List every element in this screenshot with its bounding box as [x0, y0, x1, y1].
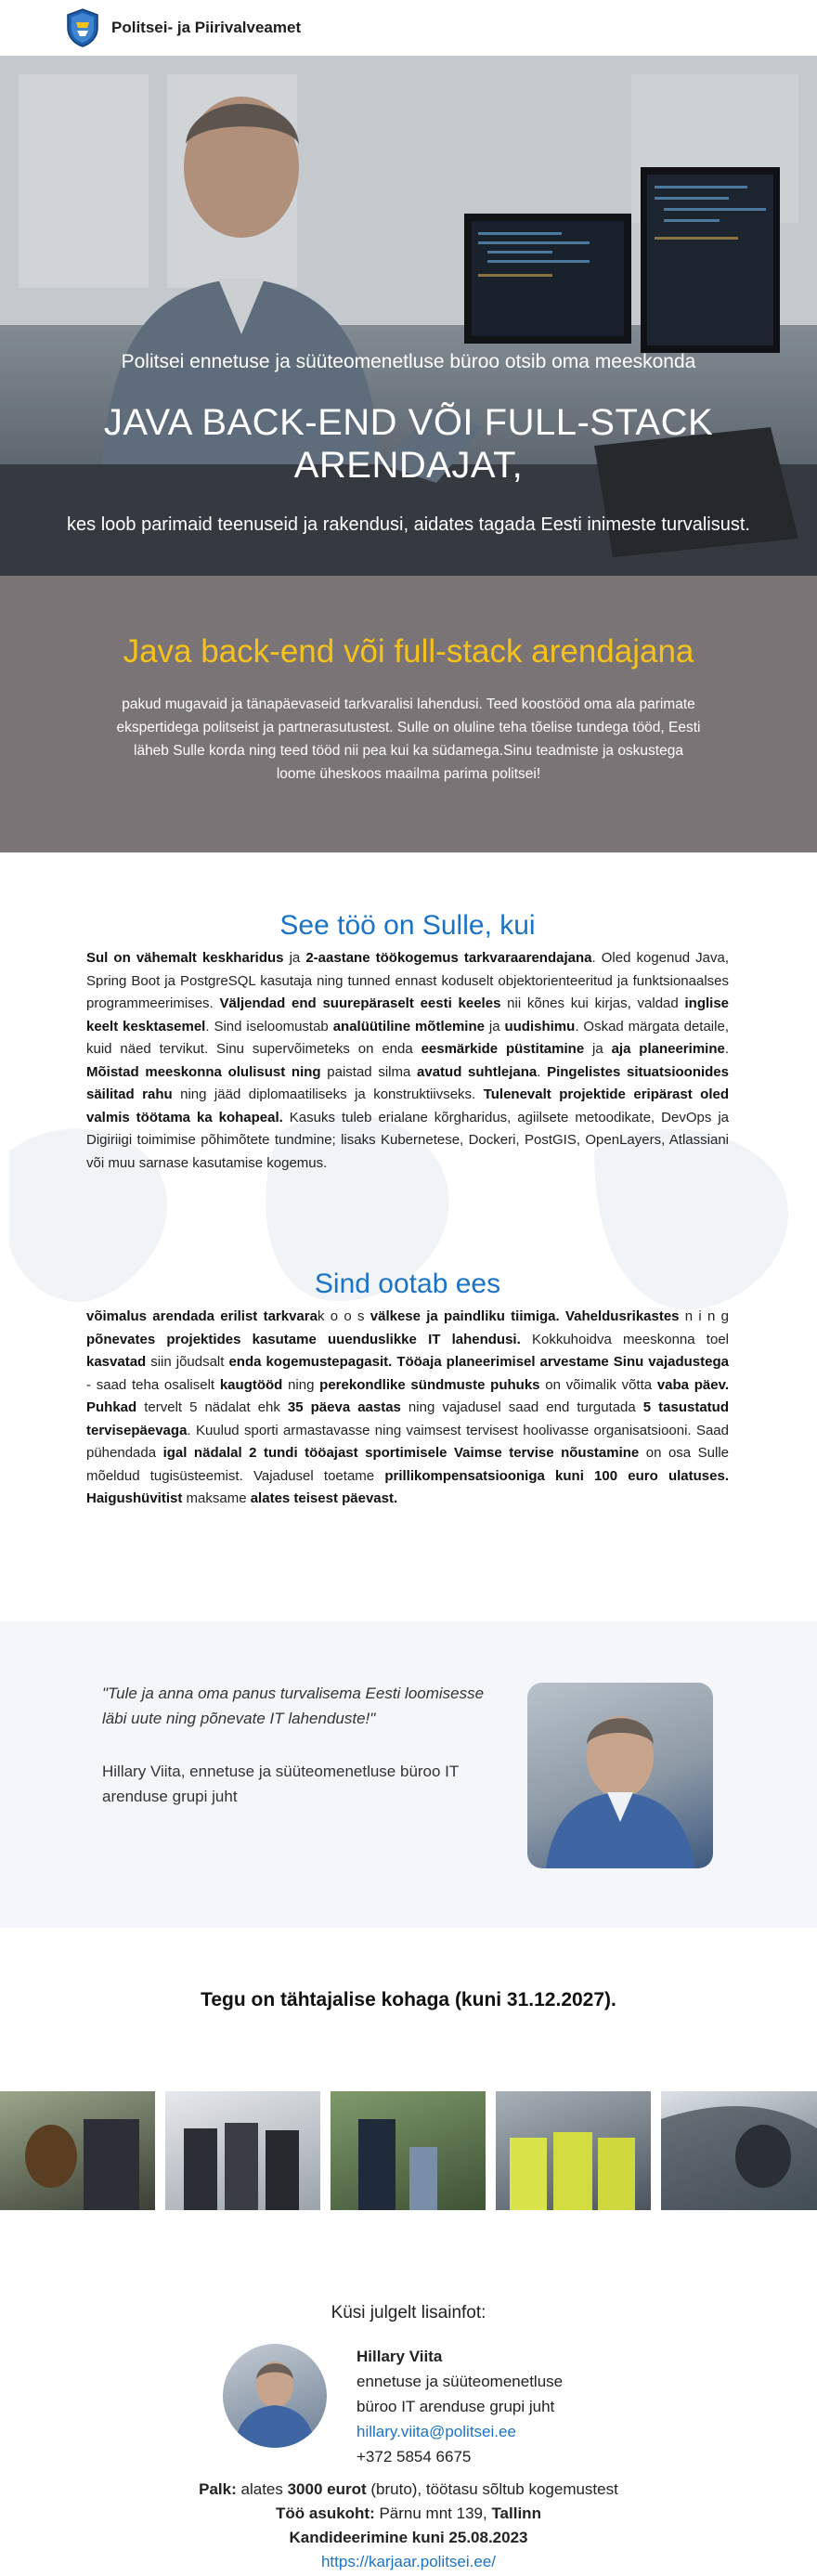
req-bold: eesmärkide püstitamine — [421, 1041, 585, 1057]
req-text: ja — [484, 1018, 505, 1034]
req-bold: inglise keelt kesktasemel — [86, 995, 730, 1034]
requirements-text — [86, 947, 729, 1175]
req-bold: 2-aastane töökogemus tarkvaraarendajana — [305, 950, 592, 966]
req-text: ning jääd diplomaatiliseks ja konstruktiivseks. — [172, 1086, 484, 1102]
req-bold: Sul on vähemalt keskharidus — [86, 950, 284, 966]
gallery-photo-child — [331, 2091, 486, 2210]
offer-plain: tervelt 5 nädalat ehk — [136, 1399, 288, 1415]
offer-section — [86, 1268, 729, 1511]
req-bold: avatud suhtlejana — [417, 1063, 538, 1080]
deadline: Kandideerimine kuni 25.08.2023 — [289, 2529, 528, 2546]
deadline-line — [0, 2526, 817, 2550]
contact-role-line1: ennetuse ja süüteomenetluse — [357, 2373, 564, 2390]
offer-heading: Sind ootab ees — [314, 1268, 501, 1299]
offer-bold: välkese ja paindliku tiimiga. Vaheldusrikastes — [370, 1308, 680, 1324]
req-text: . Sind iseloomustab — [205, 1018, 333, 1034]
location-city: Tallinn — [491, 2504, 541, 2522]
contact-phone: +372 5854 6675 — [357, 2448, 472, 2465]
offer-plain: siin jõudsalt — [146, 1354, 229, 1370]
offer-bold: igal nädalal 2 tundi tööajast sportimisele Vaimse tervise nõustamine — [162, 1445, 640, 1461]
offer-plain: ning vajadusel saad end turgutada — [400, 1399, 643, 1415]
req-text: . — [537, 1063, 548, 1080]
offer-bold: kaugtööd — [219, 1376, 283, 1393]
gallery-photo-dog — [0, 2091, 155, 2210]
quote-portrait — [527, 1683, 713, 1868]
req-bold: uudishimu — [504, 1018, 576, 1034]
contact-avatar — [223, 2344, 327, 2448]
req-bold: Mõistad meeskonna olulisust ning — [86, 1063, 321, 1080]
offer-bold: enda kogemustepagasit. Tööaja planeerimisel arvestame Sinu vajadustega — [228, 1354, 729, 1370]
location-line — [0, 2502, 817, 2526]
fixed-term-notice: Tegu on tähtajalise kohaga (kuni 31.12.2027). — [201, 1989, 616, 2010]
salary-amount: 3000 eurot — [287, 2480, 367, 2498]
quote-author: Hillary Viita, ennetuse ja süüteomenetluse büroo IT arenduse grupi juht — [102, 1763, 459, 1805]
salary-line — [0, 2478, 817, 2502]
gallery-photo-officers — [496, 2091, 651, 2210]
offer-bold: põnevates projektides kasutame uuenduslikke IT lahendusi. — [86, 1331, 521, 1347]
offer-plain: on osa Sulle mõeldud tugisüsteemist. Vajadusel toetame — [86, 1445, 729, 1484]
req-text: Kasuks tuleb erialane kõrgharidus, agiilsete metoodikate, DevOps ja Digiriigi toimimise põhimõtete tundmine; lisaks Kubernetese, Dockeri, PostGIS, OpenLayers, Atlassiani või muu sarnase kasutamise kogemus. — [86, 1109, 729, 1171]
intro-heading: Java back-end või full-stack arendajana — [123, 633, 694, 670]
salary-pre: alates — [236, 2480, 288, 2498]
offer-plain: on võimalik võtta — [539, 1376, 657, 1393]
intro-section — [0, 576, 817, 852]
offer-plain: Kokkuhoidva meeskonna toel — [520, 1331, 729, 1347]
req-text: paistad silma — [320, 1063, 418, 1080]
job-details — [0, 2478, 817, 2574]
requirements-heading: See töö on Sulle, kui — [279, 910, 536, 941]
offer-bold: 35 päeva aastas — [287, 1399, 401, 1415]
offer-bold: 5 tasustatud tervisepäevaga — [86, 1399, 729, 1438]
offer-bold: kasvatad — [86, 1354, 147, 1370]
location-street: Pärnu mnt 139, — [374, 2504, 492, 2522]
offer-plain: . Kuulud sporti armastavasse ning vaimsest tervisest hoolivasse organisatsiooni. Saad pühendada — [86, 1422, 729, 1461]
location-label: Töö asukoht: — [276, 2504, 375, 2522]
salary-post: (bruto), töötasu sõltub kogemustest — [366, 2480, 618, 2498]
career-site-link[interactable]: https://karjaar.politsei.ee/ — [320, 2553, 497, 2570]
offer-text — [86, 1306, 729, 1511]
offer-plain: k o o s — [317, 1308, 370, 1324]
dog-illustration — [0, 2091, 155, 2210]
gallery-photo-helicopter — [661, 2091, 817, 2210]
offer-plain: - saad teha osaliselt — [86, 1376, 220, 1393]
quote-section — [0, 1621, 817, 1928]
req-text: . Oled kogenud Java, Spring Boot ja PostgreSQL kasutaja ning tunned ennast koduselt objektorienteeritud ja funktsionaalses programmeerimises. — [86, 950, 729, 1011]
photo-gallery — [0, 2091, 817, 2210]
hero-subtitle: Politsei ennetuse ja süüteomenetluse büroo otsib oma meeskonda — [121, 351, 696, 372]
req-text: ja — [584, 1041, 612, 1057]
offer-plain: n i n g — [679, 1308, 730, 1324]
hero-banner — [0, 56, 817, 576]
helicopter-illustration — [661, 2091, 817, 2210]
child-illustration — [331, 2091, 486, 2210]
team-illustration — [165, 2091, 320, 2210]
req-bold: aja planeerimine — [611, 1041, 725, 1057]
requirements-section — [86, 910, 729, 1175]
officers-illustration — [496, 2091, 651, 2210]
intro-text: pakud mugavaid ja tänapäevaseid tarkvaralisi lahendusi. Teed koostööd oma ala parimate ekspertidega politseist ja partnerasutustest. Sulle on oluline teha tõelise tundega tööd, Eesti läheb Sulle korda ning teed tööd nii pea kui ka südamega.Sinu teadmiste ja oskustega loome üheskoos maailma parima politsei! — [116, 696, 701, 782]
req-text: ja — [283, 950, 306, 966]
org-name: Politsei- ja Piirivalveamet — [111, 19, 302, 36]
offer-plain: ning — [282, 1376, 320, 1393]
hero-title — [0, 401, 817, 487]
site-header — [0, 0, 817, 56]
offer-bold: alates teisest päevast. — [250, 1490, 398, 1506]
avatar-illustration — [223, 2344, 327, 2448]
hero-title-line1: JAVA BACK-END VÕI FULL-STACK — [103, 402, 714, 443]
hero-photo — [0, 56, 817, 576]
contact-info — [357, 2344, 635, 2469]
req-text: nii kõnes kui kirjas, valdad — [500, 995, 685, 1011]
req-bold: Pingelistes situatsioonides säilitad rahu — [86, 1063, 729, 1102]
portrait-illustration — [527, 1683, 713, 1868]
salary-label: Palk: — [199, 2480, 237, 2498]
offer-bold: perekondlike sündmuste puhuks — [319, 1376, 540, 1393]
req-bold: Tulenevalt projektide eripärast oled valmis töötama ka kohapeal. — [86, 1086, 730, 1125]
req-bold: Väljendad end suurepäraselt eesti keeles — [219, 995, 501, 1011]
contact-email-link[interactable]: hillary.viita@politsei.ee — [357, 2423, 516, 2440]
req-text: . — [724, 1041, 729, 1057]
offer-plain: maksame — [182, 1490, 251, 1506]
req-bold: analüütiline mõtlemine — [332, 1018, 485, 1034]
contact-role-line2: büroo IT arenduse grupi juht — [357, 2398, 555, 2415]
hero-title-line2: ARENDAJAT, — [293, 445, 524, 486]
hero-tagline: kes loob parimaid teenuseid ja rakendusi, aidates tagada Eesti inimeste turvalisust. — [67, 514, 750, 535]
contact-name: Hillary Viita — [357, 2348, 443, 2365]
offer-bold: vaba päev. Puhkad — [86, 1376, 729, 1415]
req-text: . Oskad märgata detaile, kuid näed tervikut. Sinu supervõimeteks on enda — [86, 1018, 729, 1057]
police-shield-logo — [65, 7, 100, 48]
offer-bold: võimalus arendada erilist tarkvara — [86, 1308, 318, 1324]
gallery-photo-team — [165, 2091, 320, 2210]
offer-bold: prillikompensatsiooniga kuni 100 euro ulatuses. Haigushüvitist — [86, 1467, 729, 1506]
contact-title: Küsi julgelt lisainfot: — [331, 2303, 486, 2322]
quote-text: "Tule ja anna oma panus turvalisema Eesti loomisesse läbi uute ning põnevate IT lahenduste!" — [102, 1685, 485, 1727]
